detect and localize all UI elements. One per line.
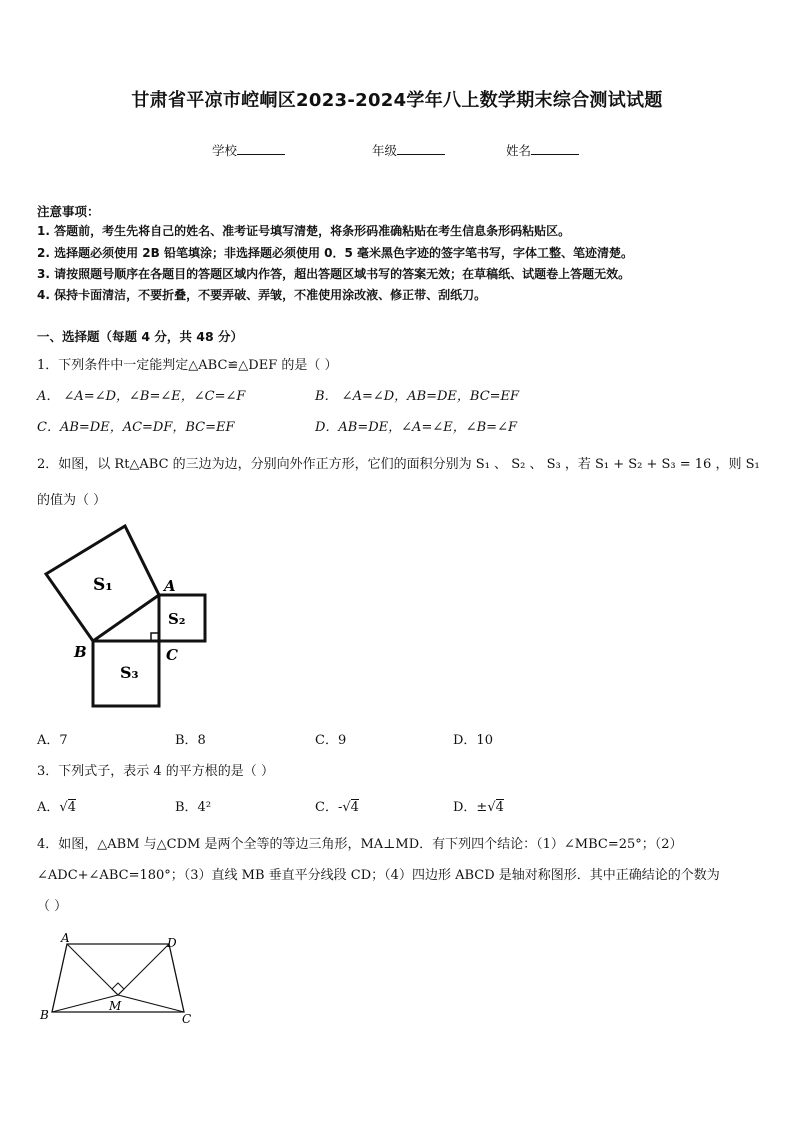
label-c: C (182, 1012, 192, 1025)
name-label: 姓名 (506, 143, 532, 158)
label-a: A (164, 577, 176, 595)
label-d: D (167, 936, 177, 950)
q2-option-c[interactable]: C．9 (315, 733, 347, 748)
note-item: 2. 选择题必须使用 2B 铅笔填涂；非选择题必须使用 0．5 毫米黑色字迹的签字笔书写，字体工整、笔迹清楚。 (37, 246, 633, 260)
notes-title: 注意事项： (37, 204, 100, 219)
school-label: 学校 (212, 143, 238, 158)
note-item: 3. 请按照题号顺序在各题目的答题区域内作答，超出答题区域书写的答案无效；在草稿纸、试题卷上答题无效。 (37, 267, 631, 281)
sqrt-icon: √ (342, 800, 351, 815)
q4-line3: （ ） (37, 899, 68, 914)
q3-option-a[interactable] (37, 796, 76, 815)
q4-line1: 4．如图，△ABM 与△CDM 是两个全等的等边三角形，MA⊥MD．有下列四个结论：（1）∠MBC=25°；（2） (37, 837, 683, 852)
q3-option-c[interactable] (315, 796, 359, 815)
label-b: B (74, 643, 87, 661)
right-angle-mark (112, 983, 124, 995)
label-b: B (40, 1008, 49, 1022)
label-s1: S₁ (93, 575, 113, 595)
q1-stem: 1．下列条件中一定能判定△ABC≌△DEF 的是（ ） (37, 358, 338, 373)
q3-stem: 3．下列式子，表示 4 的平方根的是（ ） (37, 764, 274, 779)
section-heading: 一、选择题（每题 4 分，共 48 分） (37, 329, 244, 344)
q1-option-b[interactable]: B． ∠A=∠D，AB=DE，BC=EF (315, 389, 520, 404)
segment-cm (118, 995, 184, 1012)
name-field[interactable] (506, 141, 579, 159)
q2-stem: 2．如图，以 Rt△ABC 的三边为边，分别向外作正方形，它们的面积分别为 S₁ 、 S₂ 、 S₃ ，若 S₁ + S₂ + S₃ = 16 ，则 S₁ (37, 457, 760, 472)
label-c: C (166, 646, 178, 664)
grade-field[interactable] (372, 141, 445, 159)
q3-c-radicand: 4 (350, 800, 359, 815)
q2-option-b[interactable]: B．8 (175, 733, 206, 748)
q1-option-d[interactable]: D．AB=DE，∠A=∠E，∠B=∠F (315, 420, 517, 435)
segment-dm (118, 944, 169, 995)
school-blank[interactable] (237, 142, 285, 155)
grade-label: 年级 (372, 143, 398, 158)
label-s3: S₃ (120, 663, 139, 682)
label-a: A (61, 931, 70, 945)
q2-option-d[interactable]: D．10 (453, 733, 493, 748)
name-blank[interactable] (531, 142, 579, 155)
q3-d-radicand: 4 (495, 800, 504, 815)
note-item: 1. 答题前，考生先将自己的姓名、准考证号填写清楚，将条形码准确粘贴在考生信息条形码粘贴区。 (37, 224, 571, 238)
q1-option-a[interactable]: A． ∠A=∠D，∠B=∠E，∠C=∠F (37, 389, 246, 404)
q4-line2: ∠ADC+∠ABC=180°；（3）直线 MB 垂直平分线段 CD；（4）四边形 ABCD 是轴对称图形．其中正确结论的个数为 (37, 868, 720, 883)
school-field[interactable] (212, 141, 285, 159)
note-item: 4. 保持卡面清洁，不要折叠，不要弄破、弄皱，不准使用涂改液、修正带、刮纸刀。 (37, 288, 487, 302)
label-s2: S₂ (168, 610, 186, 628)
q3-a-radicand: 4 (67, 800, 76, 815)
sqrt-icon: √ (59, 800, 68, 815)
q3-a-prefix: A． (37, 800, 60, 815)
q3-option-b[interactable]: B．4² (175, 800, 212, 815)
segment-am (67, 944, 118, 995)
q2-stem-cont: 的值为（ ） (37, 493, 107, 508)
label-m: M (109, 999, 122, 1013)
q3-c-prefix: C．‐ (315, 800, 343, 815)
sqrt-icon: √ (487, 800, 496, 815)
q1-option-c[interactable]: C．AB=DE，AC=DF，BC=EF (37, 420, 235, 435)
page-title: 甘肃省平凉市崆峒区2023-2024学年八上数学期末综合测试试题 (131, 90, 663, 111)
grade-blank[interactable] (397, 142, 445, 155)
q3-d-prefix: D．± (453, 800, 488, 815)
q4-trapezoid-figure (36, 930, 201, 1025)
q2-squares-figure (40, 518, 215, 713)
q2-option-a[interactable]: A．7 (37, 733, 68, 748)
q3-option-d[interactable] (453, 796, 504, 815)
